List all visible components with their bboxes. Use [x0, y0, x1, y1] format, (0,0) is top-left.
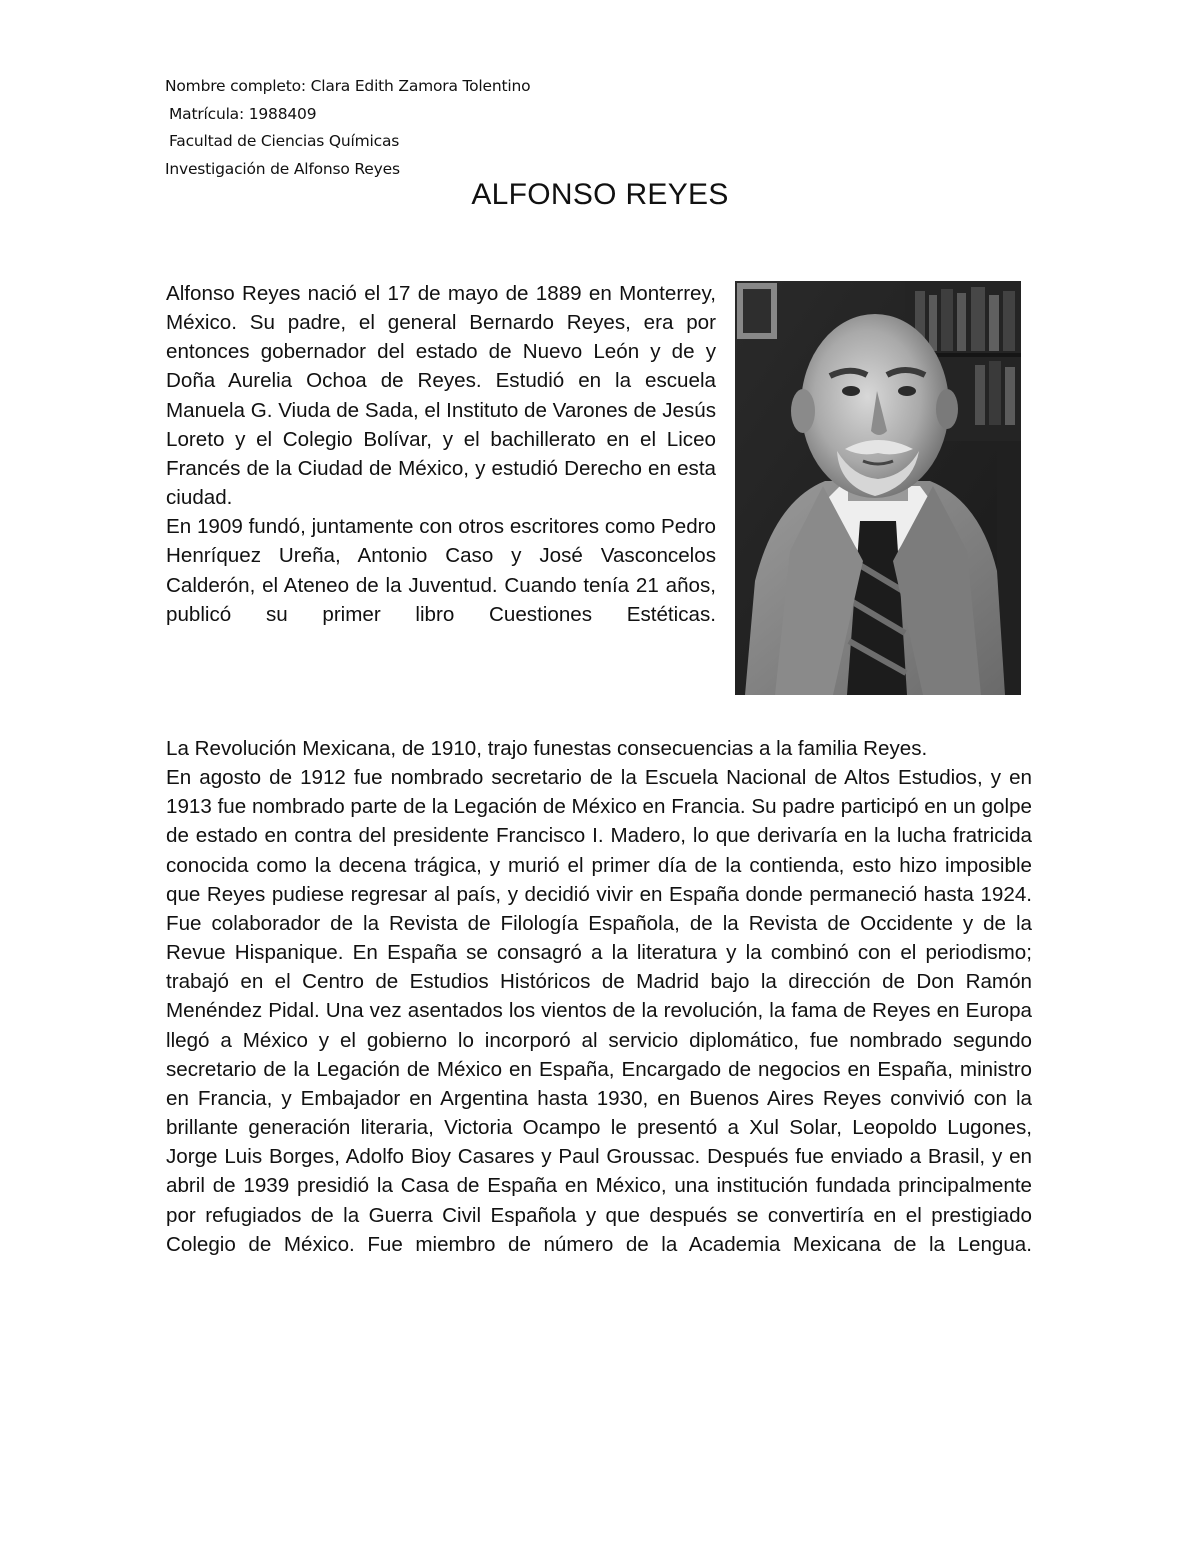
paragraph-career: En agosto de 1912 fue nombrado secretario de la Escuela Nacional de Altos Estudios, y en 1913 fue nombrado parte de la Legación de México en Francia. Su padre participó en un golpe de estado en contra del presidente Francisco I. Madero, lo que derivaría en la lucha fratricida conocida como la decena trágica, y murió el primer día de la contienda, esto hizo imposible que Reyes pudiese regresar al país, y decidió vivir en España donde permaneció hasta 1924. Fue colaborador de la Revista de Filología Española, de la Revista de Occidente y de la Revue Hispanique. En España se consagró a la literatura y la combinó con el periodismo; trabajó en el Centro de Estudios Históricos de Madrid bajo la dirección de Don Ramón Menéndez Pidal. Una vez asentados los vientos de la revolución, la fama de Reyes en Europa llegó a México y el gobierno lo incorporó al servicio diplomático, fue nombrado segundo secretario de la Legación de México en España, Encargado de negocios en España, ministro en Francia, y Embajador en Argentina hasta 1930, en Buenos Aires Reyes convivió con la brillante generación literaria, Victoria Ocampo le presentó a Xul Solar, Leopoldo Lugones, Jorge Luis Borges, Adolfo Bioy Casares y Paul Groussac. Después fue enviado a Brasil, y en abril de 1939 presidió la Casa de España en México, una institución fundada principalmente por refugiados de la Guerra Civil Española y que después se convertiría en el prestigiado Colegio de México. Fue miembro de número de la Academia Mexicana de la Lengua.: [166, 766, 1032, 1256]
document-title: ALFONSO REYES: [471, 178, 729, 211]
topic-line: Investigación de Alfonso Reyes: [165, 159, 400, 178]
student-id-line: Matrícula: 1988409: [169, 104, 317, 123]
faculty-line: Facultad de Ciencias Químicas: [169, 132, 400, 150]
portrait-photo: [735, 281, 1021, 695]
student-header: [165, 73, 530, 183]
paragraph-birth: Alfonso Reyes nació el 17 de mayo de 1889 en Monterrey, México. Su padre, el general Bernardo Reyes, era por entonces gobernador del estado de Nuevo León y de y Doña Aurelia Ochoa de Reyes. Estudió en la escuela Manuela G. Viuda de Sada, el Instituto de Varones de Jesús Loreto y el Colegio Bolívar, y el bachillerato en el Liceo Francés de la Ciudad de México, y estudió Derecho en esta ciudad.: [166, 282, 716, 510]
paragraph-revolution: La Revolución Mexicana, de 1910, trajo funestas consecuencias a la familia Reyes.: [166, 737, 928, 760]
portrait-photo-icon: [735, 281, 1021, 695]
student-name-line: Nombre completo: Clara Edith Zamora Tolentino: [165, 77, 531, 95]
paragraph-ateneo: En 1909 fundó, juntamente con otros escritores como Pedro Henríquez Ureña, Antonio Caso y José Vasconcelos Calderón, el Ateneo de la Juventud. Cuando tenía 21 años, publicó su primer libro Cuestiones Estéticas.: [166, 515, 716, 626]
main-column: [166, 734, 1032, 1259]
intro-column: [166, 279, 716, 629]
